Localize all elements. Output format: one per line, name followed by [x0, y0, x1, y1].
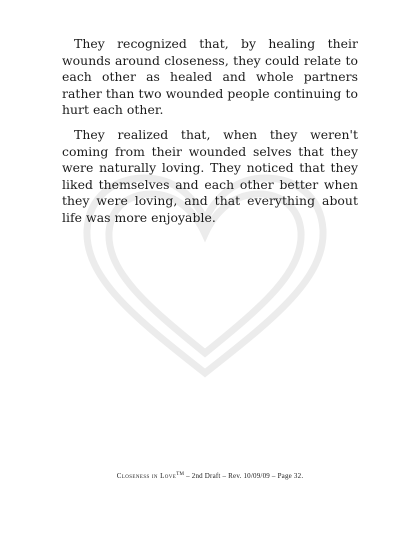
footer-trademark: TM: [176, 472, 185, 477]
paragraph-1: They recognized that, by healing their wounds around closeness, they could relate to each other as healed and whole partners rather than two wounded people continuing to hurt each other.: [62, 36, 358, 118]
footer-book-title: Closeness in Love: [116, 472, 177, 480]
paragraph-2: They realized that, when they weren't coming from their wounded selves that they were naturally loving. They noticed that they liked themselves and each other better when they were loving, and that everything about life was more enjoyable.: [62, 126, 358, 225]
page-footer: [0, 472, 420, 480]
body-text: [62, 36, 358, 235]
footer-revision-info: – 2nd Draft – Rev. 10/09/09 – Page 32.: [184, 472, 304, 480]
